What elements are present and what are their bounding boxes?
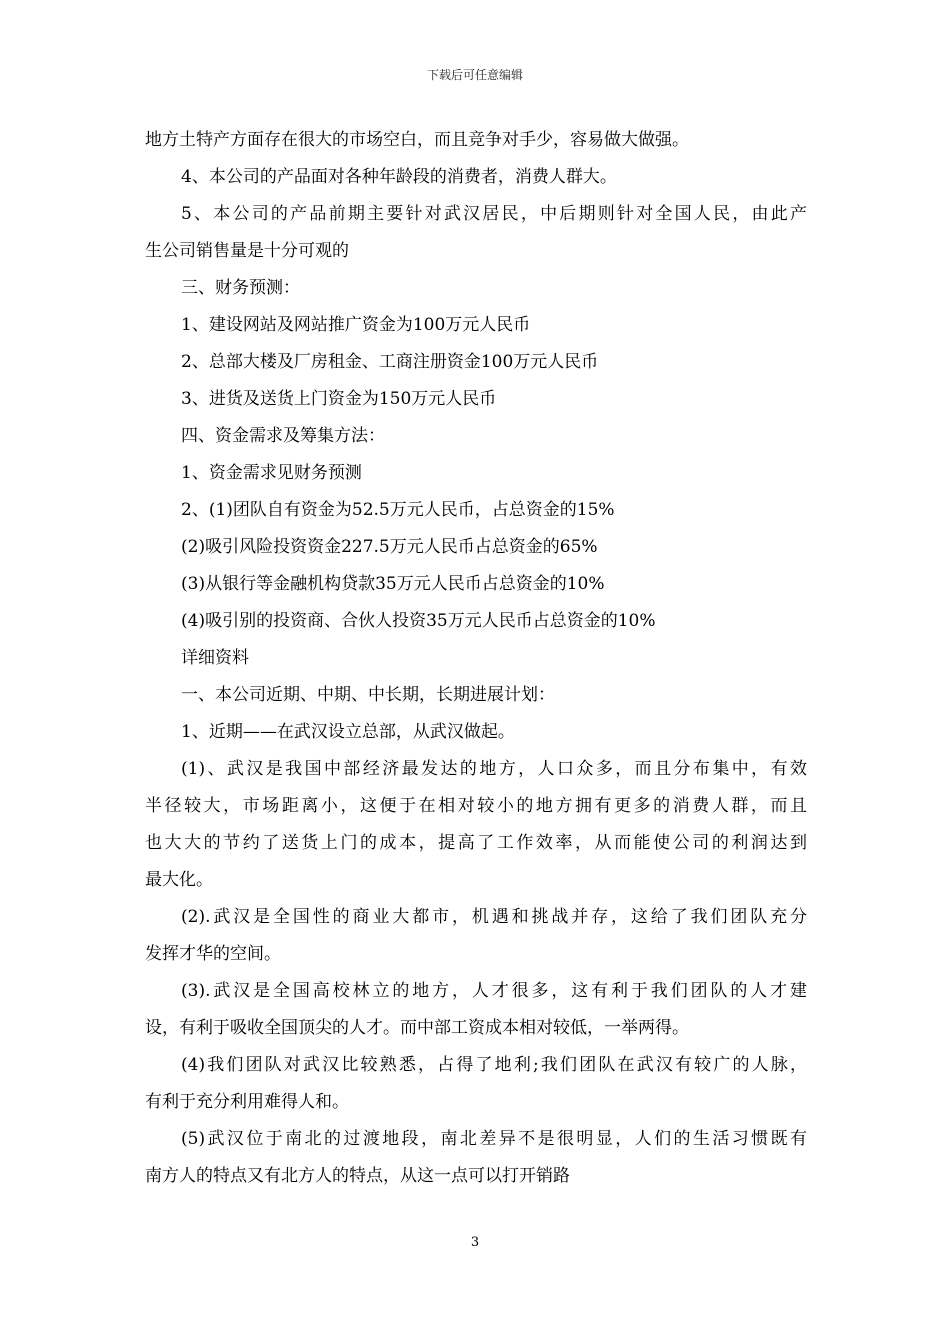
text-line: 地方土特产方面存在很大的市场空白，而且竞争对手少，容易做大做强。 <box>145 130 689 150</box>
text-line: 有利于充分利用难得人和。 <box>145 1092 349 1112</box>
text-line: 1、建设网站及网站推广资金为100万元人民币 <box>181 315 531 335</box>
text-line: 1、近期——在武汉设立总部，从武汉做起。 <box>181 722 515 742</box>
document-body <box>145 122 807 1195</box>
text-line: (3)从银行等金融机构贷款35万元人民币占总资金的10% <box>181 574 605 594</box>
text-line: 5、本公司的产品前期主要针对武汉居民，中后期则针对全国人民，由此产 <box>181 204 807 224</box>
text-line: (4)我们团队对武汉比较熟悉，占得了地利;我们团队在武汉有较广的人脉， <box>181 1055 807 1075</box>
text-line: 4、本公司的产品面对各种年龄段的消费者，消费人群大。 <box>181 167 617 187</box>
text-line: (4)吸引别的投资商、合伙人投资35万元人民币占总资金的10% <box>181 611 656 631</box>
section-heading: 三、财务预测： <box>181 278 300 298</box>
section-heading: 一、本公司近期、中期、中长期，长期进展计划： <box>181 685 555 705</box>
text-line: 半径较大，市场距离小，这便于在相对较小的地方拥有更多的消费人群，而且 <box>145 796 807 816</box>
section-heading: 详细资料 <box>181 648 249 668</box>
text-line: 生公司销售量是十分可观的 <box>145 241 349 261</box>
text-line: 2、总部大楼及厂房租金、工商注册资金100万元人民币 <box>181 352 599 372</box>
text-line: 1、资金需求见财务预测 <box>181 463 362 483</box>
text-line: 最大化。 <box>145 870 213 890</box>
text-line: (1)、武汉是我国中部经济最发达的地方，人口众多，而且分布集中，有效 <box>181 759 807 779</box>
text-line: (2)吸引风险投资资金227.5万元人民币占总资金的65% <box>181 537 598 557</box>
text-line: (3).武汉是全国高校林立的地方，人才很多，这有利于我们团队的人才建 <box>181 981 807 1001</box>
section-heading: 四、资金需求及筹集方法： <box>181 426 385 446</box>
text-line: 3、进货及送货上门资金为150万元人民币 <box>181 389 497 409</box>
text-line: 南方人的特点又有北方人的特点，从这一点可以打开销路 <box>145 1166 570 1186</box>
text-line: 2、(1)团队自有资金为52.5万元人民币，占总资金的15% <box>181 500 615 520</box>
page-number: 3 <box>470 1235 480 1250</box>
text-line: 发挥才华的空间。 <box>145 944 281 964</box>
text-line: 设，有利于吸收全国顶尖的人才。而中部工资成本相对较低，一举两得。 <box>145 1018 689 1038</box>
text-line: 也大大的节约了送货上门的成本，提高了工作效率，从而能使公司的利润达到 <box>145 833 807 853</box>
text-line: (5)武汉位于南北的过渡地段，南北差异不是很明显，人们的生活习惯既有 <box>181 1129 807 1149</box>
page-header: 下载后可任意编辑 <box>426 68 523 82</box>
text-line: (2).武汉是全国性的商业大都市，机遇和挑战并存，这给了我们团队充分 <box>181 907 807 927</box>
